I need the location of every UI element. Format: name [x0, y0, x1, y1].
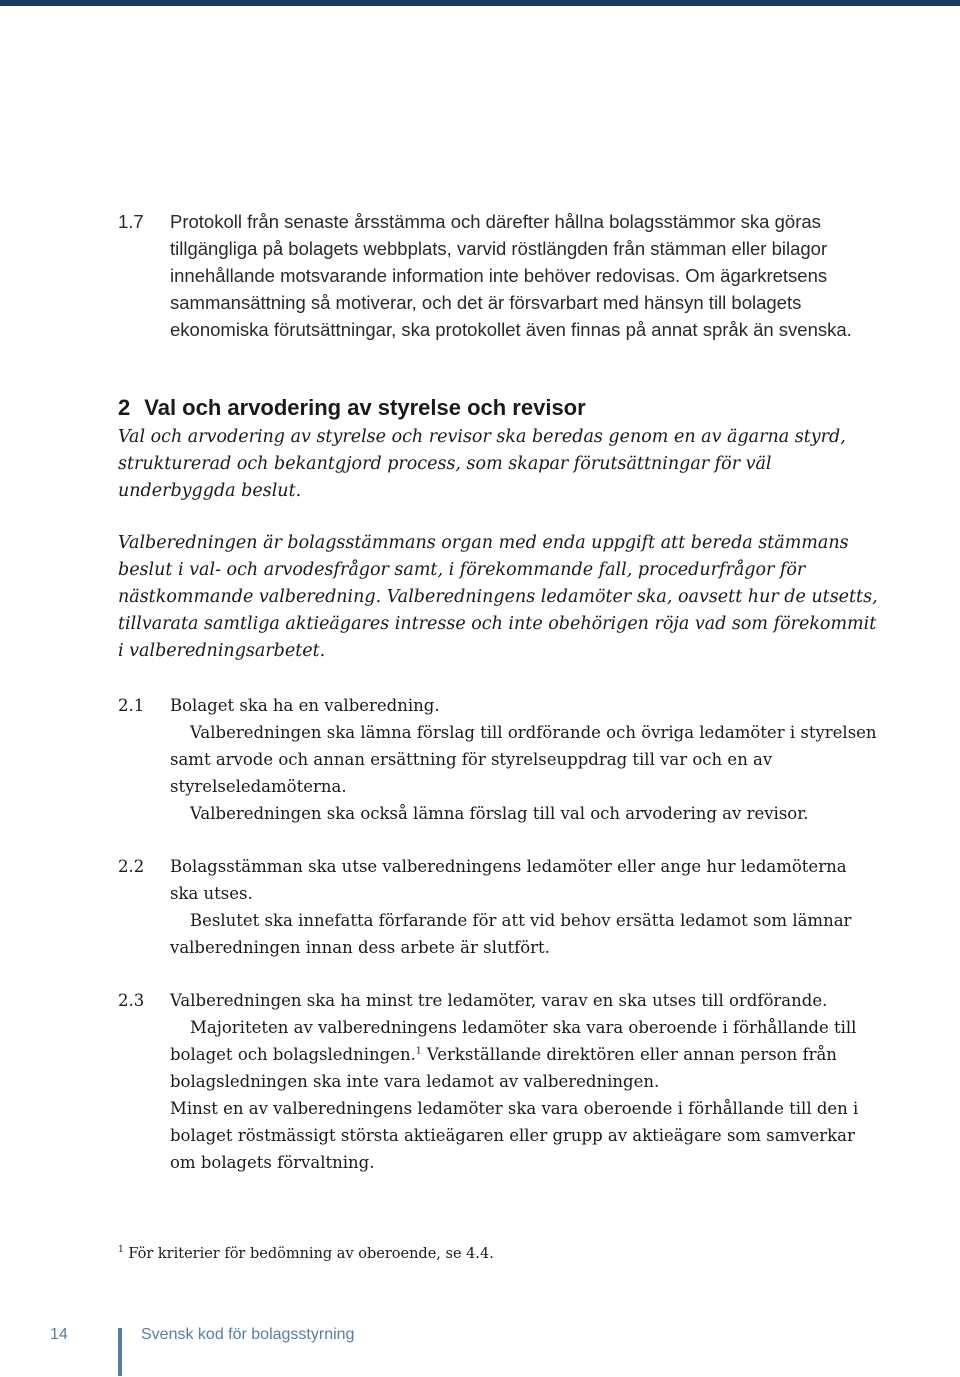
section-2-heading — [118, 393, 586, 423]
paragraph: Bolaget ska ha en valberedning. — [170, 696, 440, 715]
paragraph: Minst en av valberedningens ledamöter ska vara oberoende i förhållande till den i bolaget röstmässigt största aktieägaren eller grupp av aktieägare som samverkar om bolagets förvaltning. — [170, 1099, 859, 1172]
section-2-1 — [118, 692, 878, 827]
section-2-2 — [118, 853, 878, 961]
footer-divider — [118, 1328, 122, 1376]
footnote-reference: 1 — [415, 1046, 422, 1057]
footnote-marker: 1 — [118, 1245, 124, 1256]
section-2-intro-2: Valberedningen är bolagsstämmans organ med enda uppgift att bereda stämmans beslut i val- och arvodesfrågor samt, i förekommande fall, procedurfrågor för nästkommande valberedning. Valberedningens ledamöter ska, oavsett hur de utsetts, tillvarata samtliga aktieägares intresse och inte obehörigen röja vad som förekommit i valberedningsarbetet. — [118, 533, 878, 661]
footnote-text: För kriterier för bedömning av oberoende, se 4.4. — [128, 1246, 494, 1262]
footnote — [118, 1243, 494, 1265]
paragraph: Valberedningen ska ha minst tre ledamöter, varav en ska utses till ordförande. — [170, 991, 828, 1010]
section-1-7 — [118, 208, 878, 343]
section-number: 2.2 — [118, 857, 145, 876]
paragraph: Valberedningen ska lämna förslag till ordförande och övriga ledamöter i styrelsen samt arvode och annan ersättning för styrelseuppdrag till var och en av styrelseledamöterna. — [170, 723, 877, 796]
paragraph: Valberedningen ska också lämna förslag till val och arvodering av revisor. — [190, 804, 809, 823]
heading-title: Val och arvodering av styrelse och revisor — [144, 395, 586, 420]
paragraph: Beslutet ska innefatta förfarande för att vid behov ersätta ledamot som lämnar valberedningen innan dess arbete är slutfört. — [170, 911, 852, 957]
top-accent-bar — [0, 0, 960, 6]
paragraph-text: Majoriteten av valberedningens ledamöter ska vara oberoende i förhållande till bolaget och bolagsledningen. — [170, 1018, 857, 1064]
section-number: 1.7 — [118, 211, 144, 232]
heading-number: 2 — [118, 395, 131, 420]
page-number: 14 — [50, 1326, 68, 1343]
section-2-3 — [118, 987, 878, 1176]
section-text: Protokoll från senaste årsstämma och därefter hållna bolagsstämmor ska göras tillgängliga på bolagets webbplats, varvid röstlängden från stämman eller bilagor innehållande motsvarande information inte behöver redovisas. Om ägarkretsens sammansättning så motiverar, och det är försvarbart med hänsyn till bolagets ekonomiska förutsättningar, ska protokollet även finnas på annat språk än svenska. — [170, 211, 852, 340]
section-number: 2.3 — [118, 991, 145, 1010]
section-number: 2.1 — [118, 696, 145, 715]
section-2-intro-1: Val och arvodering av styrelse och revisor ska beredas genom en av ägarna styrd, strukturerad och bekantgjord process, som skapar förutsättningar för väl underbyggda beslut. — [118, 427, 846, 501]
paragraph-text: Verkställande direktören eller annan person från bolagsledningen ska inte vara ledamot av valberedningen. — [170, 1045, 837, 1091]
footer-title: Svensk kod för bolagsstyrning — [141, 1326, 355, 1343]
paragraph: Bolagsstämman ska utse valberedningens ledamöter eller ange hur ledamöterna ska utses. — [170, 857, 847, 903]
paragraph — [170, 1014, 878, 1095]
